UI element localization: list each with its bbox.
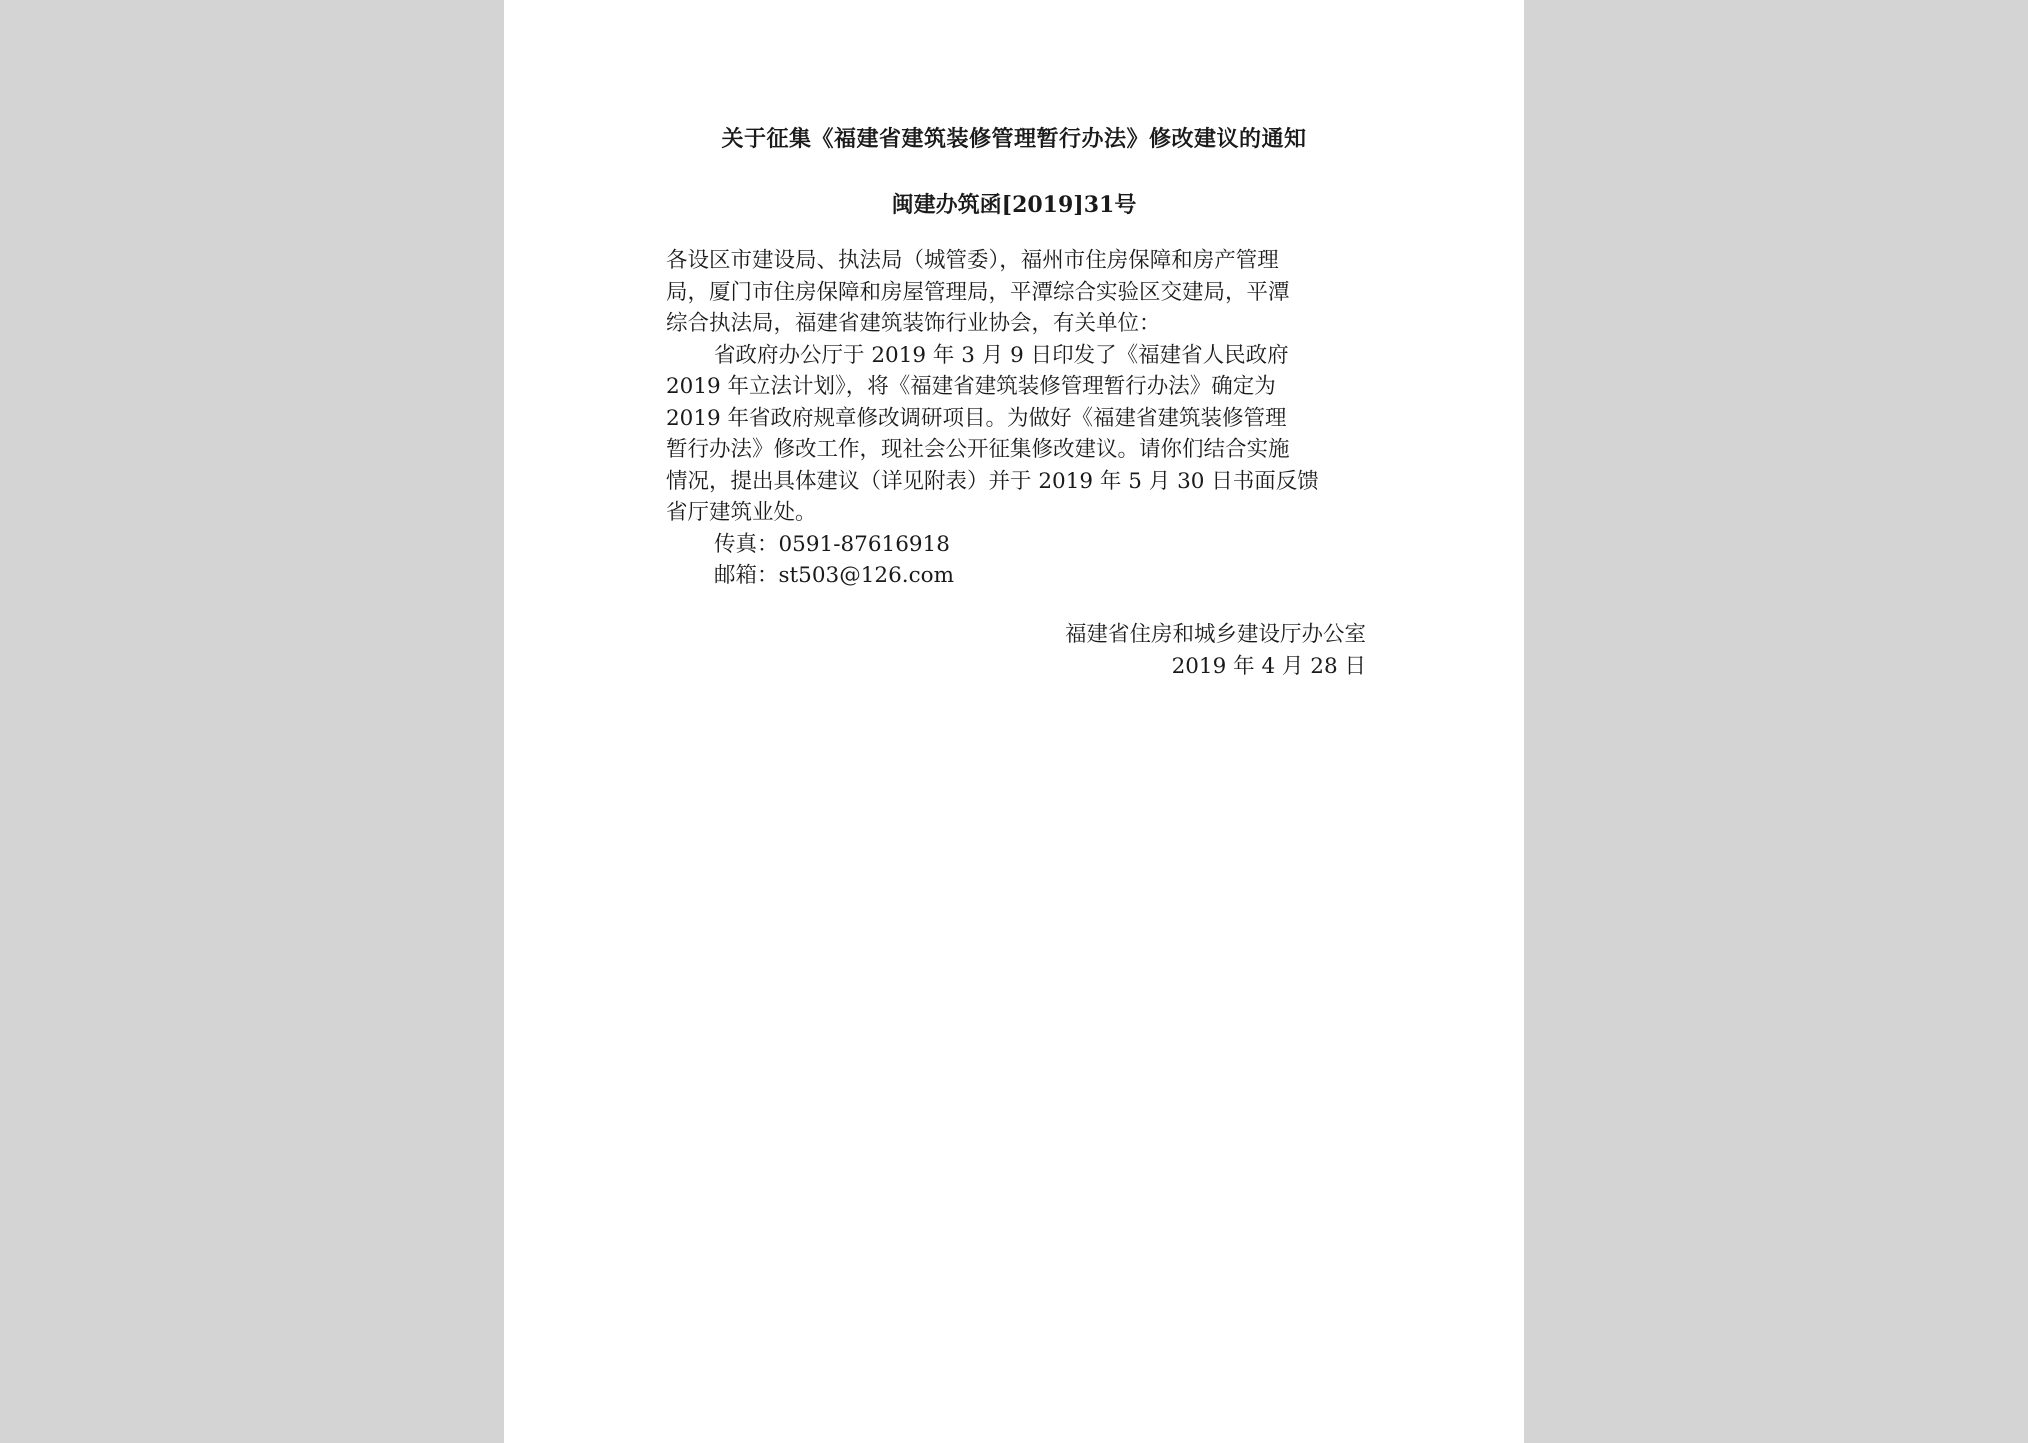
fax-line: 传真：0591-87616918	[714, 531, 950, 557]
document-body	[666, 245, 1366, 592]
paragraph-line: 2019 年省政府规章修改调研项目。为做好《福建省建筑装修管理	[666, 405, 1287, 431]
issuer-name: 福建省住房和城乡建设厅办公室	[1064, 622, 1366, 647]
paragraph-line: 情况，提出具体建议（详见附表）并于 2019 年 5 月 30 日书面反馈	[666, 468, 1319, 494]
paragraph-line: 2019 年立法计划》，将《福建省建筑装修管理暂行办法》确定为	[666, 374, 1276, 399]
signature-block	[666, 619, 1366, 683]
document-page	[504, 0, 1524, 1443]
issue-date: 2019 年 4 月 28 日	[1171, 654, 1366, 679]
addressee-line: 各设区市建设局、执法局（城管委），福州市住房保障和房产管理	[666, 248, 1279, 273]
email-line: 邮箱：st503@126.com	[714, 563, 954, 588]
document-title: 关于征集《福建省建筑装修管理暂行办法》修改建议的通知	[721, 126, 1307, 152]
paragraph-line: 省厅建筑业处。	[666, 500, 817, 525]
addressee-line: 综合执法局，福建省建筑装饰行业协会，有关单位：	[666, 311, 1161, 336]
paragraph-line: 省政府办公厅于 2019 年 3 月 9 日印发了《福建省人民政府	[714, 342, 1289, 368]
main-paragraph	[666, 340, 1366, 529]
paragraph-line: 暂行办法》修改工作，现社会公开征集修改建议。请你们结合实施	[666, 437, 1290, 462]
addressee-line: 局，厦门市住房保障和房屋管理局，平潭综合实验区交建局，平潭	[666, 279, 1290, 305]
document-number: 闽建办筑函[2019]31号	[891, 192, 1137, 218]
addressee	[666, 245, 1366, 340]
